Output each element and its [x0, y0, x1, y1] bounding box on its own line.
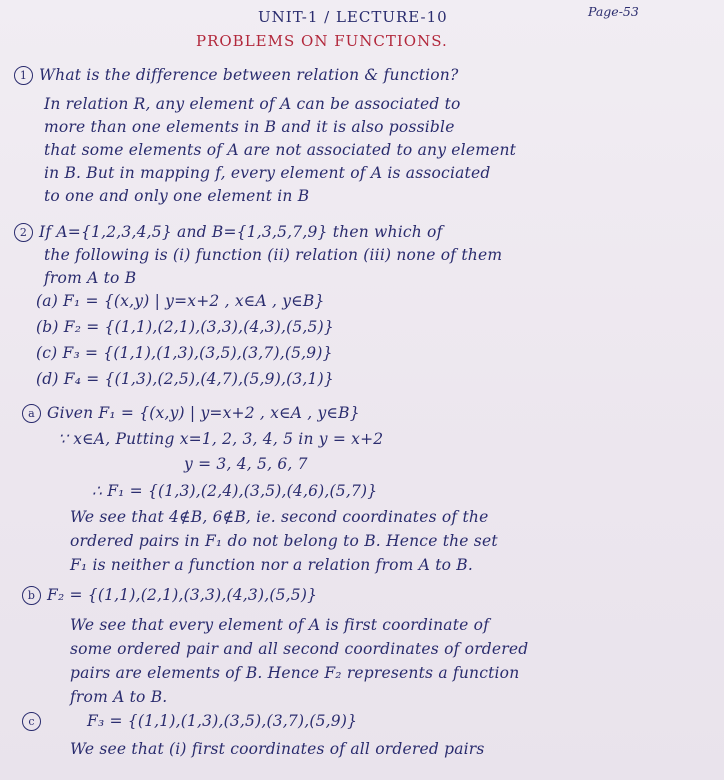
sol-a-line-4: ∴ F₁ = {(1,3),(2,4),(3,5),(4,6),(5,7)} [92, 482, 378, 500]
sol-a-label: a [22, 404, 41, 423]
sol-a-line-5: We see that 4∉B, 6∉B, ie. second coordinates of the [70, 508, 489, 526]
unit-title: UNIT-1 / LECTURE-10 [258, 8, 448, 26]
sol-b-line-1: b F₂ = {(1,1),(2,1),(3,3),(4,3),(5,5)} [22, 586, 317, 605]
sol-b-line-4: pairs are elements of B. Hence F₂ represents a function [70, 664, 520, 682]
q2-number: 2 [14, 223, 33, 242]
q1-line-5: to one and only one element in B [44, 187, 310, 205]
q2-option-d: (d) F₄ = {(1,3),(2,5),(4,7),(5,9),(3,1)} [36, 370, 334, 388]
sol-c-label: c [22, 712, 41, 731]
sol-a-line-2: ∵ x∈A, Putting x=1, 2, 3, 4, 5 in y = x+2 [58, 430, 384, 448]
q1-line-1: In relation R, any element of A can be associated to [44, 95, 461, 113]
sol-a-line-7: F₁ is neither a function nor a relation from A to B. [70, 556, 474, 574]
sol-a-line-3: y = 3, 4, 5, 6, 7 [184, 455, 308, 473]
sol-b-label: b [22, 586, 41, 605]
sol-b-line-5: from A to B. [70, 688, 168, 706]
sol-b-line-3: some ordered pair and all second coordinates of ordered [70, 640, 529, 658]
topic-title: PROBLEMS ON FUNCTIONS. [196, 32, 448, 50]
q1-line-4: in B. But in mapping f, every element of A is associated [44, 164, 491, 182]
q2-option-a: (a) F₁ = {(x,y) | y=x+2 , x∈A , y∈B} [36, 292, 325, 310]
sol-b-line-2: We see that every element of A is first coordinate of [70, 616, 490, 634]
q1-line-2: more than one elements in B and it is also possible [44, 118, 455, 136]
page-number: Page-53 [588, 4, 639, 19]
q2-line-3: from A to B [44, 269, 137, 287]
q2-option-c: (c) F₃ = {(1,1),(1,3),(3,5),(3,7),(5,9)} [36, 344, 333, 362]
q2-option-b: (b) F₂ = {(1,1),(2,1),(3,3),(4,3),(5,5)} [36, 318, 334, 336]
sol-c-line-2: We see that (i) first coordinates of all ordered pairs [70, 740, 485, 758]
sol-a-line-1: a Given F₁ = {(x,y) | y=x+2 , x∈A , y∈B} [22, 404, 360, 423]
sol-a-line-6: ordered pairs in F₁ do not belong to B. Hence the set [70, 532, 498, 550]
sol-c-line-1: c F₃ = {(1,1),(1,3),(3,5),(3,7),(5,9)} [22, 712, 357, 731]
q2-line-1: 2 If A={1,2,3,4,5} and B={1,3,5,7,9} then which of [14, 223, 443, 242]
q1-number: 1 [14, 66, 33, 85]
q1-question: 1 What is the difference between relation & function? [14, 66, 459, 85]
q2-line-2: the following is (i) function (ii) relation (iii) none of them [44, 246, 503, 264]
q1-line-3: that some elements of A are not associated to any element [44, 141, 517, 159]
